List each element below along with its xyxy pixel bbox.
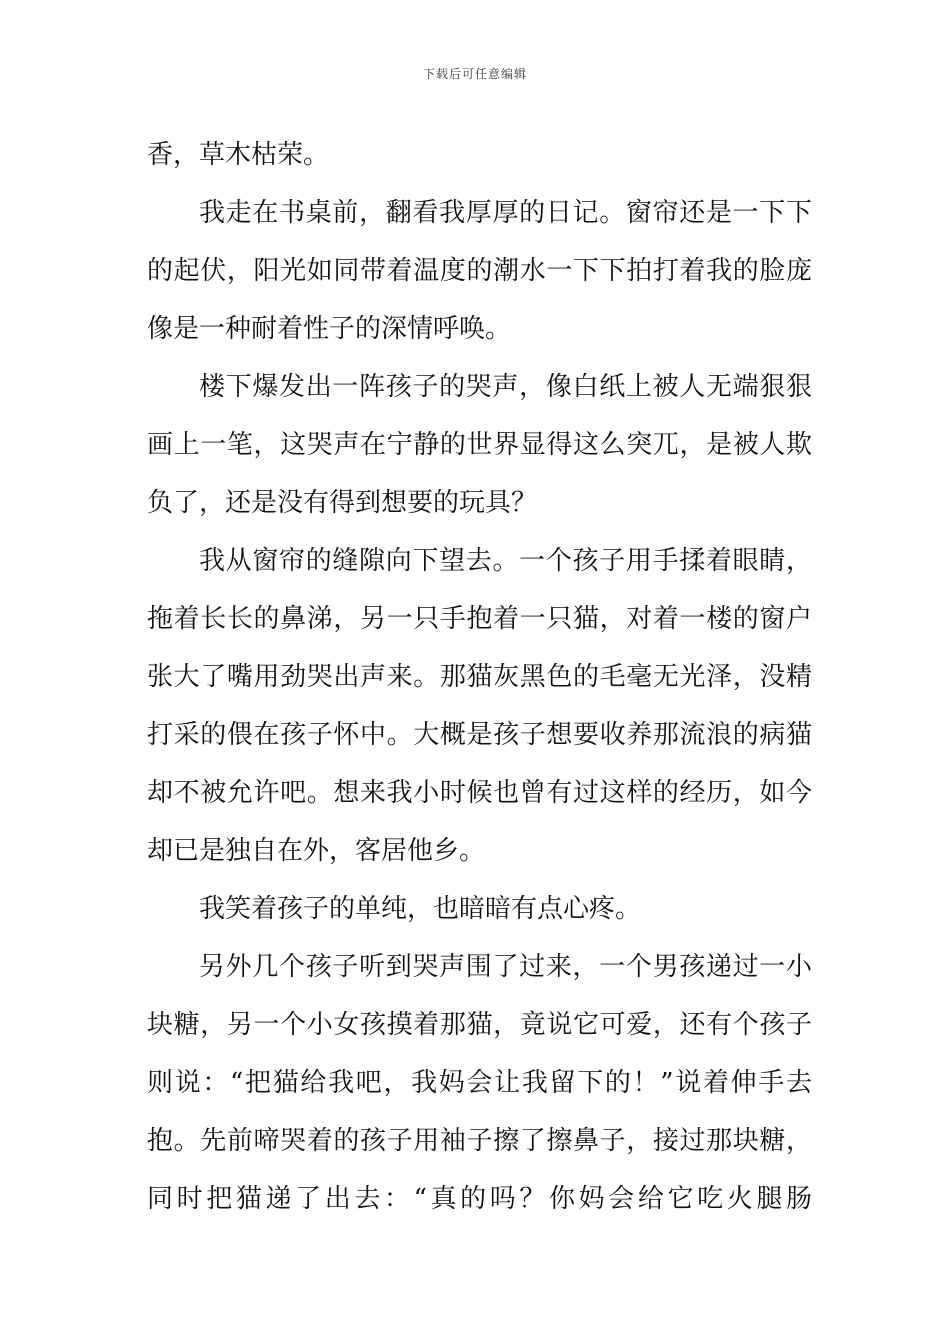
text-line-6: 画上一笔，这哭声在宁静的世界显得这么突兀，是被人欺: [147, 430, 812, 460]
text-line-13: 却已是独自在外，客居他乡。: [147, 836, 486, 866]
text-line-9: 拖着长长的鼻涕，另一只手抱着一只猫，对着一楼的窗户: [147, 604, 812, 634]
text-line-15: 另外几个孩子听到哭声围了过来，一个男孩递过一小: [199, 952, 812, 982]
text-line-18: 抱。先前啼哭着的孩子用袖子擦了擦鼻子，接过那块糖，: [147, 1126, 812, 1156]
text-line-3: 的起伏，阳光如同带着温度的潮水一下下拍打着我的脸庞: [147, 256, 812, 286]
text-line-1: 香，草木枯荣。: [147, 140, 330, 170]
text-line-4: 像是一种耐着性子的深情呼唤。: [147, 314, 512, 344]
text-line-2: 我走在书桌前，翻看我厚厚的日记。窗帘还是一下下: [199, 198, 812, 228]
text-line-16: 块糖，另一个小女孩摸着那猫，竟说它可爱，还有个孩子: [147, 1010, 812, 1040]
page-header: 下载后可任意编辑: [422, 67, 527, 81]
text-line-19: 同时把猫递了出去：“真的吗？你妈会给它吃火腿肠: [147, 1184, 812, 1214]
text-line-11: 打采的偎在孩子怀中。大概是孩子想要收养那流浪的病猫: [147, 720, 812, 750]
text-line-5: 楼下爆发出一阵孩子的哭声，像白纸上被人无端狠狠: [199, 372, 812, 402]
document-body: [147, 126, 812, 1228]
text-line-17: 则说：“把猫给我吧，我妈会让我留下的！”说着伸手去: [147, 1068, 812, 1098]
text-line-12: 却不被允许吧。想来我小时候也曾有过这样的经历，如今: [147, 778, 812, 808]
text-line-7: 负了，还是没有得到想要的玩具？: [147, 488, 538, 518]
text-line-14: 我笑着孩子的单纯，也暗暗有点心疼。: [199, 894, 642, 924]
text-line-10: 张大了嘴用劲哭出声来。那猫灰黑色的毛毫无光泽，没精: [147, 662, 812, 692]
text-line-8: 我从窗帘的缝隙向下望去。一个孩子用手揉着眼睛，: [199, 546, 812, 576]
